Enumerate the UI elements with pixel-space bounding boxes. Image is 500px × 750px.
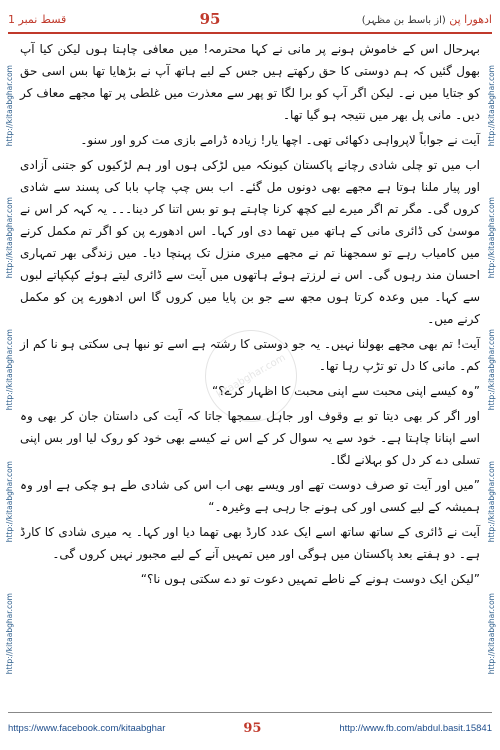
left-watermark-strip [2, 40, 16, 700]
watermark-url: http://kitaabghar.com [4, 461, 14, 543]
paragraph: بہرحال اس کے خاموش ہونے پر مانی نے کہا محترمہ! میں معافی چاہتا ہوں لیکن کیا آپ بھول گئیں کہ ہم دوستی کا حق رکھتے ہیں جس کے لیے ہاتھ آپ نے بڑھایا تھا بس اسی حق کو جتایا میں نے۔ لیکن اگر آپ کو برا لگا تو پھر سے معذرت میں غلطی پر تھا مجھے معاف کر دیں۔ مانی پل بھر میں نتیجہ ہو گیا تھا۔ [20, 42, 480, 122]
paragraph: ”میں اور آیت تو صرف دوست تھے اور ویسے بھی اب اس کی شادی طے ہو چکی ہے اور وہ ہمیشہ کے لیے کسی اور کی ہونے جا رہی ہے وغیرہ۔“ [20, 478, 480, 514]
paragraph: ”لیکن ایک دوست ہونے کے ناطے تمہیں دعوت تو دے سکتی ہوں نا؟“ [140, 572, 480, 586]
footer-page-number: 95 [243, 720, 262, 736]
paragraph: اب میں تو چلی شادی رچانے پاکستان کیونکہ میں لڑکی ہوں اور ہم لڑکیوں کو جتنی آزادی اور پیار ملنا ہوتا ہے مجھے بھی دونوں مل گئے۔ اب بس چپ چاپ بابا کی پسند سے شادی کروں گی۔ مگر تم اگر میرے لیے کچھ کرنا چاہتے ہو تو بس اتنا کر دینا۔۔۔ یہ کہہ کر اس نے موسیٰ کی ڈائری مانی کے ہاتھ میں تھما دی اور کہا۔ اس ادھورے پن کو اگر تم مکمل کرنے میں کامیاب رہے تو سمجھنا تم نے مجھے میری منزل تک پہنچا دیا۔ میں زندگی بھر تمہاری احسان مند رہوں گی۔ اس نے لرزتے ہوئے ہاتھوں میں آیت سے ڈائری لیتے ہوئے کپکپاتے لبوں سے کہا۔ میں وعدہ کرتا ہوں مجھ سے جو بن پایا میں کروں گا اس ادھورے پن کو مکمل کرنے میں۔ [20, 158, 480, 326]
watermark-url: http://kitaabghar.com [4, 65, 14, 147]
right-watermark-strip [484, 40, 498, 700]
watermark-url: http://kitaabghar.com [486, 197, 496, 279]
paragraph: آیت نے جواباً لاپرواہی دکھائی تھی۔ اچھا یار! زیادہ ڈرامے بازی مت کرو اور سنو۔ [80, 133, 480, 147]
paragraph: آیت نے ڈائری کے ساتھ ساتھ اسے ایک عدد کارڈ بھی تھما دیا اور کہا۔ یہ میری شادی کا کارڈ ہے۔ دو ہفتے بعد پاکستان میں ہوگی اور میں تمہیں آنے کے لیے مجبور نہیں کروں گی۔ [20, 525, 480, 561]
watermark-url: http://kitaabghar.com [486, 593, 496, 675]
watermark-url: http://kitaabghar.com [486, 65, 496, 147]
book-title [292, 13, 492, 26]
author-text: (از باسط بن مظہر) [361, 14, 446, 26]
episode-label: قسط نمبر 1 [8, 12, 67, 26]
watermark-url: http://kitaabghar.com [4, 197, 14, 279]
paragraph: آیت! تم بھی مجھے بھولنا نہیں۔ یہ جو دوستی کا رشتہ ہے اسے تو نبھا ہی سکتی ہو نا کم از کم۔ مانی کا دل تو تڑپ رہا تھا۔ [20, 337, 480, 373]
title-text: ادھورا پن [449, 12, 492, 26]
center-watermark-text: kitaabghar.com [214, 351, 288, 401]
watermark-url: http://kitaabghar.com [4, 329, 14, 411]
watermark-url: http://kitaabghar.com [486, 329, 496, 411]
watermark-url: http://kitaabghar.com [4, 593, 14, 675]
page-footer [8, 712, 492, 743]
paragraph: ”وہ کیسے اپنی محبت سے اپنی محبت کا اظہار کرے؟“ [212, 384, 480, 398]
facebook-link-right[interactable]: http://www.fb.com/abdul.basit.15841 [339, 722, 492, 734]
story-text [20, 38, 480, 698]
facebook-link-left[interactable]: https://www.facebook.com/kitaabghar [8, 722, 166, 734]
page-header [8, 6, 492, 34]
watermark-url: http://kitaabghar.com [486, 461, 496, 543]
header-page-number: 95 [199, 10, 221, 28]
paragraph: اور اگر کر بھی دیتا تو بے وقوف اور جاہل سمجھا جاتا کہ آیت کی داستان جان کر بھی وہ اسے اپنانا چاہتا ہے۔ خود سے یہ سوال کر کے اس نے کیسے بھی خود کو روک لیا اور بس اپنی تسلی دے کر دل کو بہلانے لگا۔ [20, 409, 480, 467]
